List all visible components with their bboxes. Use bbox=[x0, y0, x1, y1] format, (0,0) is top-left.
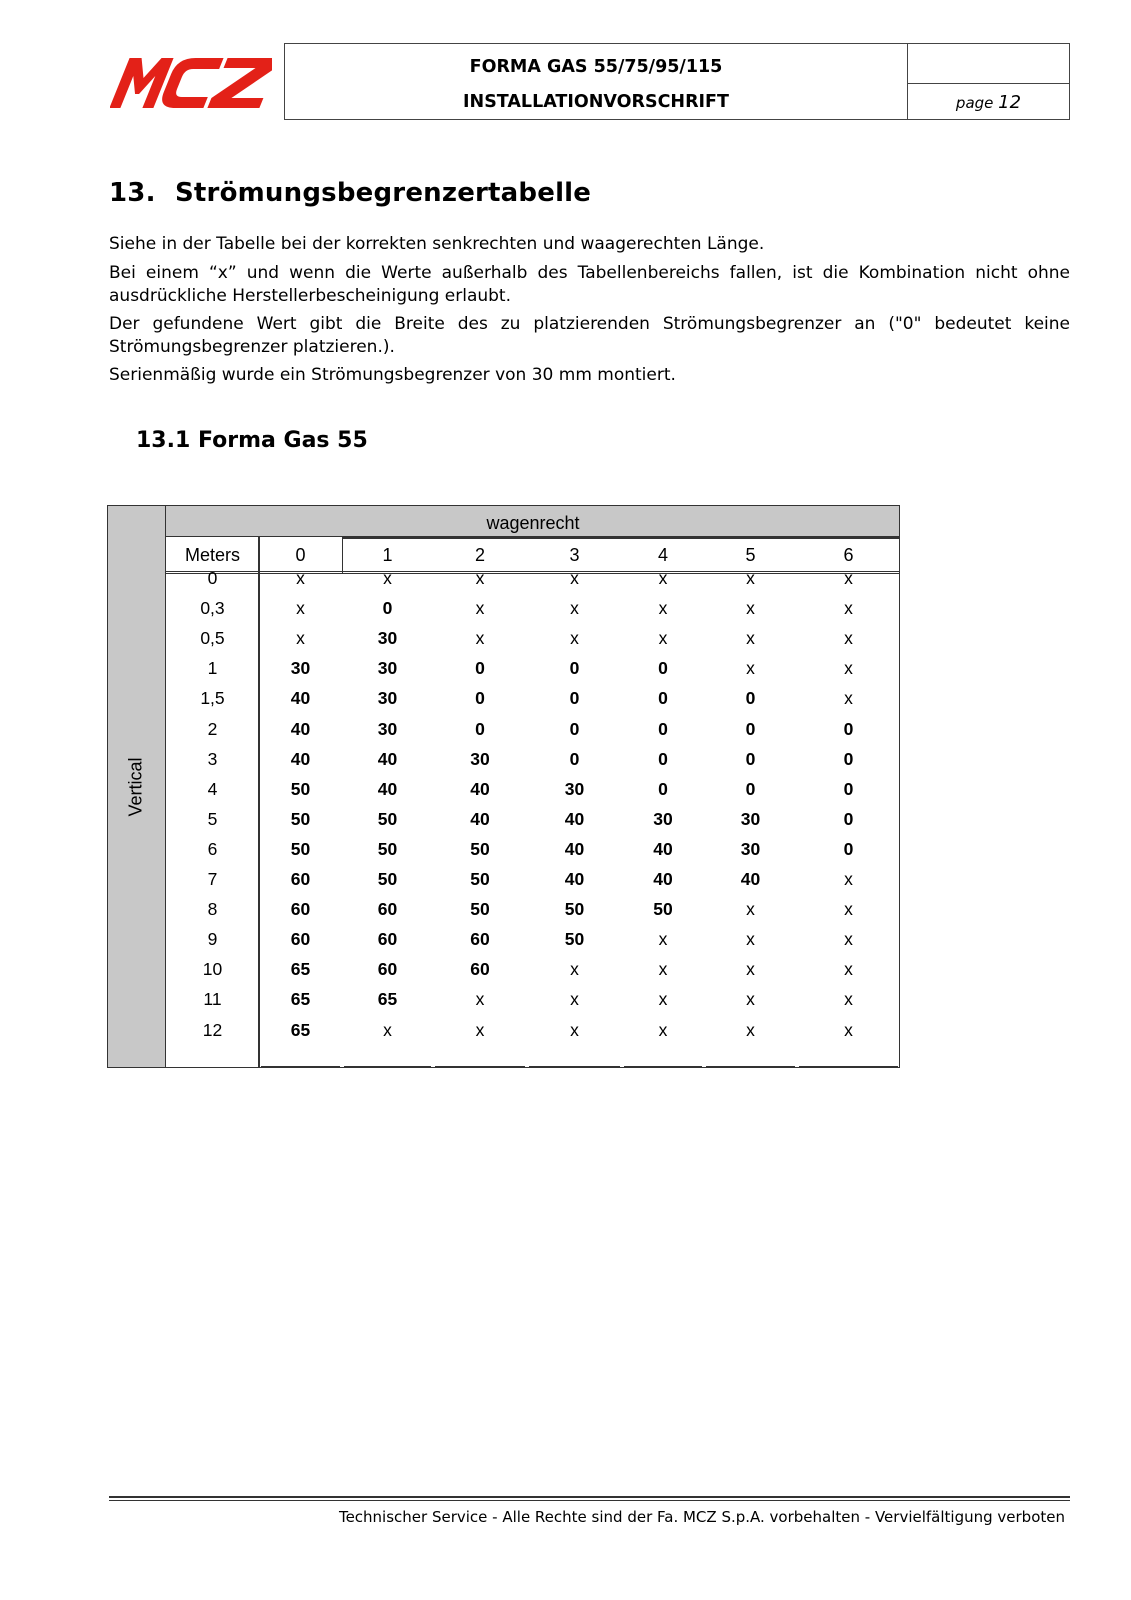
vertical-axis-label: Vertical bbox=[125, 757, 146, 817]
table-cell: 60 bbox=[470, 959, 490, 980]
row-header: 8 bbox=[207, 899, 218, 920]
table-cell: 40 bbox=[564, 808, 585, 829]
table-cell: 40 bbox=[564, 838, 585, 859]
row-header: 5 bbox=[207, 808, 218, 829]
table-cell: 30 bbox=[377, 718, 398, 739]
table-cell: 40 bbox=[653, 838, 673, 859]
table-cell: x bbox=[570, 959, 579, 980]
row-header: 0 bbox=[207, 568, 218, 588]
page-indicator bbox=[908, 92, 1069, 113]
table-cell: x bbox=[844, 989, 853, 1010]
table-cell: x bbox=[570, 568, 579, 588]
row-header: 0,5 bbox=[200, 628, 225, 649]
table-cell: x bbox=[570, 598, 579, 619]
document-title: FORMA GAS 55/75/95/115 bbox=[469, 57, 723, 77]
table-cell: 40 bbox=[740, 869, 761, 889]
row-header: 7 bbox=[207, 869, 218, 889]
row-header: 11 bbox=[203, 989, 222, 1010]
table-cell: x bbox=[570, 989, 579, 1010]
subsection-number: 13.1 bbox=[136, 428, 191, 453]
table-cell: 50 bbox=[564, 899, 585, 920]
table-divider bbox=[344, 1066, 431, 1067]
footer-rule bbox=[109, 1496, 1070, 1498]
table-cell: x bbox=[844, 598, 853, 619]
table-cell: 65 bbox=[377, 989, 398, 1010]
row-header: 10 bbox=[202, 959, 223, 980]
table-divider bbox=[342, 537, 900, 539]
row-header: 6 bbox=[207, 838, 218, 859]
table-cell: 0 bbox=[843, 778, 854, 799]
table-cell: 30 bbox=[377, 628, 398, 649]
table-cell: 0 bbox=[658, 658, 668, 679]
table-cell: 40 bbox=[377, 748, 398, 769]
table-cell: x bbox=[844, 899, 853, 920]
table-cell: 50 bbox=[470, 899, 490, 920]
column-header: 2 bbox=[474, 545, 485, 565]
table-cell: 60 bbox=[290, 869, 311, 889]
row-header: 4 bbox=[207, 778, 218, 799]
row-header: 12 bbox=[202, 1019, 223, 1040]
table-cell: 40 bbox=[564, 869, 585, 889]
table-cell: 50 bbox=[470, 869, 490, 889]
paragraph: Serienmäßig wurde ein Strömungsbegrenzer von 30 mm montiert. bbox=[109, 365, 676, 385]
table-cell: 50 bbox=[653, 899, 673, 920]
table-divider bbox=[529, 1066, 620, 1067]
table-cell: 0 bbox=[658, 778, 668, 799]
mcz-logo bbox=[110, 52, 272, 108]
horizontal-axis-label: wagenrecht bbox=[486, 513, 580, 533]
table-cell: x bbox=[844, 869, 853, 889]
table-cell: 30 bbox=[290, 658, 311, 679]
table-cell: x bbox=[746, 628, 755, 649]
paragraph: Bei einem “x” und wenn die Werte außerhalb des Tabellenbereichs fallen, ist die Kombination nicht ohne ausdrückliche Herstellerbescheinigung erlaubt. bbox=[109, 263, 1070, 306]
page-number: 12 bbox=[998, 92, 1022, 113]
subsection-title: Forma Gas 55 bbox=[198, 428, 368, 453]
section-number: 13. bbox=[109, 178, 156, 208]
table-cell: 30 bbox=[377, 658, 398, 679]
row-header: 3 bbox=[207, 748, 218, 769]
row-header: 1,5 bbox=[200, 688, 225, 709]
table-cell: x bbox=[296, 568, 305, 588]
column-header: 0 bbox=[295, 545, 306, 565]
table-cell: x bbox=[746, 598, 755, 619]
table-cell: x bbox=[658, 568, 668, 588]
column-header: 1 bbox=[382, 545, 393, 565]
table-cell: x bbox=[658, 989, 668, 1010]
table-cell: 40 bbox=[290, 688, 311, 709]
table-cell: 40 bbox=[290, 718, 311, 739]
paragraph: Siehe in der Tabelle bei der korrekten senkrechten und waagerechten Länge. bbox=[109, 234, 765, 254]
section-title: Strömungsbegrenzertabelle bbox=[175, 178, 592, 208]
column-header: 6 bbox=[843, 545, 854, 565]
table-cell: 0 bbox=[475, 718, 485, 739]
table-cell: x bbox=[383, 568, 392, 588]
restrictor-table bbox=[107, 505, 900, 1068]
table-cell: 40 bbox=[653, 869, 673, 889]
table-cell: x bbox=[475, 568, 485, 588]
table-cell: 65 bbox=[290, 1019, 311, 1040]
table-cell: 0 bbox=[475, 658, 485, 679]
header-empty-cell bbox=[908, 44, 1069, 84]
table-cell: 50 bbox=[290, 838, 311, 859]
table-cell: 0 bbox=[745, 688, 756, 709]
table-cell: 0 bbox=[569, 748, 580, 769]
table-cell: x bbox=[844, 1019, 853, 1040]
table-cell: x bbox=[570, 628, 579, 649]
table-cell: x bbox=[844, 929, 853, 950]
table-cell: x bbox=[746, 929, 755, 950]
footer-text: Technischer Service - Alle Rechte sind der Fa. MCZ S.p.A. vorbehalten - Vervielfältigung verboten bbox=[338, 1508, 1065, 1526]
column-header: 5 bbox=[745, 545, 756, 565]
table-cell: 50 bbox=[290, 778, 311, 799]
table-cell: x bbox=[658, 929, 668, 950]
table-divider bbox=[624, 1066, 702, 1067]
table-cell: 0 bbox=[569, 658, 580, 679]
table-cell: 30 bbox=[740, 838, 761, 859]
table-cell: 0 bbox=[843, 748, 854, 769]
table-cell: x bbox=[658, 959, 668, 980]
table-cell: x bbox=[746, 959, 755, 980]
table-divider bbox=[261, 1066, 340, 1067]
table-cell: 50 bbox=[377, 838, 398, 859]
table-cell: 30 bbox=[653, 808, 673, 829]
table-cell: 60 bbox=[470, 929, 490, 950]
table-cell: 0 bbox=[843, 838, 854, 859]
table-cell: 30 bbox=[470, 748, 490, 769]
table-cell: 40 bbox=[290, 748, 311, 769]
table-cell: x bbox=[844, 628, 853, 649]
table-cell: x bbox=[746, 1019, 755, 1040]
table-cell: 0 bbox=[843, 808, 854, 829]
table-cell: x bbox=[746, 989, 755, 1010]
row-header: 0,3 bbox=[200, 598, 225, 619]
table-cell: x bbox=[746, 658, 755, 679]
table-cell: x bbox=[475, 1019, 485, 1040]
table-cell: 40 bbox=[470, 778, 490, 799]
subsection-heading bbox=[136, 428, 368, 453]
table-cell: x bbox=[296, 628, 305, 649]
table-cell: x bbox=[475, 598, 485, 619]
table-cell: 50 bbox=[290, 808, 311, 829]
column-header: 4 bbox=[657, 545, 668, 565]
table-cell: x bbox=[844, 658, 853, 679]
table-cell: 60 bbox=[290, 899, 311, 920]
column-header: 3 bbox=[569, 545, 580, 565]
table-cell: 60 bbox=[290, 929, 311, 950]
table-cell: 40 bbox=[470, 808, 490, 829]
table-cell: 40 bbox=[377, 778, 398, 799]
table-divider bbox=[706, 1066, 795, 1067]
table-cell: x bbox=[383, 1019, 392, 1040]
header-title-cell bbox=[285, 44, 908, 119]
footer-rule bbox=[109, 1500, 1070, 1501]
page-label: page bbox=[955, 94, 994, 112]
table-cell: 30 bbox=[377, 688, 398, 709]
section-heading bbox=[109, 178, 591, 208]
table-cell: x bbox=[658, 598, 668, 619]
table-divider bbox=[799, 1066, 898, 1067]
header-box bbox=[284, 43, 1070, 120]
table-cell: x bbox=[844, 568, 853, 588]
row-header: 9 bbox=[207, 929, 218, 950]
table-cell: x bbox=[746, 568, 755, 588]
table-divider bbox=[435, 1066, 525, 1067]
table-cell: x bbox=[658, 1019, 668, 1040]
table-cell: 60 bbox=[377, 959, 398, 980]
table-cell: 0 bbox=[382, 598, 393, 619]
table-cell: 0 bbox=[745, 778, 756, 799]
table-cell: 60 bbox=[377, 899, 398, 920]
table-cell: x bbox=[746, 899, 755, 920]
table-cell: 30 bbox=[564, 778, 585, 799]
table-cell: x bbox=[296, 598, 305, 619]
table-cell: x bbox=[475, 628, 485, 649]
table-cell: 0 bbox=[658, 748, 668, 769]
table-cell: 50 bbox=[377, 869, 398, 889]
table-cell: 50 bbox=[564, 929, 585, 950]
table-cell: 65 bbox=[290, 959, 311, 980]
table-cell: 0 bbox=[475, 688, 485, 709]
table-cell: 0 bbox=[569, 718, 580, 739]
table-cell: 0 bbox=[745, 748, 756, 769]
paragraph: Der gefundene Wert gibt die Breite des zu platzierenden Strömungsbegrenzer an ("0" bedeutet keine Strömungsbegrenzer platzieren.). bbox=[109, 314, 1070, 357]
table-cell: x bbox=[658, 628, 668, 649]
table-cell: 0 bbox=[569, 688, 580, 709]
table-cell: 30 bbox=[740, 808, 761, 829]
table-cell: 0 bbox=[745, 718, 756, 739]
table-cell: 50 bbox=[470, 838, 490, 859]
document-subtitle: INSTALLATIONVORSCHRIFT bbox=[463, 92, 729, 112]
table-cell: x bbox=[570, 1019, 579, 1040]
row-header: 2 bbox=[207, 718, 218, 739]
table-cell: 0 bbox=[658, 688, 668, 709]
table-cell: 0 bbox=[843, 718, 854, 739]
table-cell: 65 bbox=[290, 989, 311, 1010]
table-cell: 0 bbox=[658, 718, 668, 739]
row-header: 1 bbox=[207, 658, 218, 679]
meters-header: Meters bbox=[184, 545, 240, 565]
table-cell: 50 bbox=[377, 808, 398, 829]
table-cell: x bbox=[844, 688, 853, 709]
table-cell: 60 bbox=[377, 929, 398, 950]
table-cell: x bbox=[844, 959, 853, 980]
table-cell: x bbox=[475, 989, 485, 1010]
